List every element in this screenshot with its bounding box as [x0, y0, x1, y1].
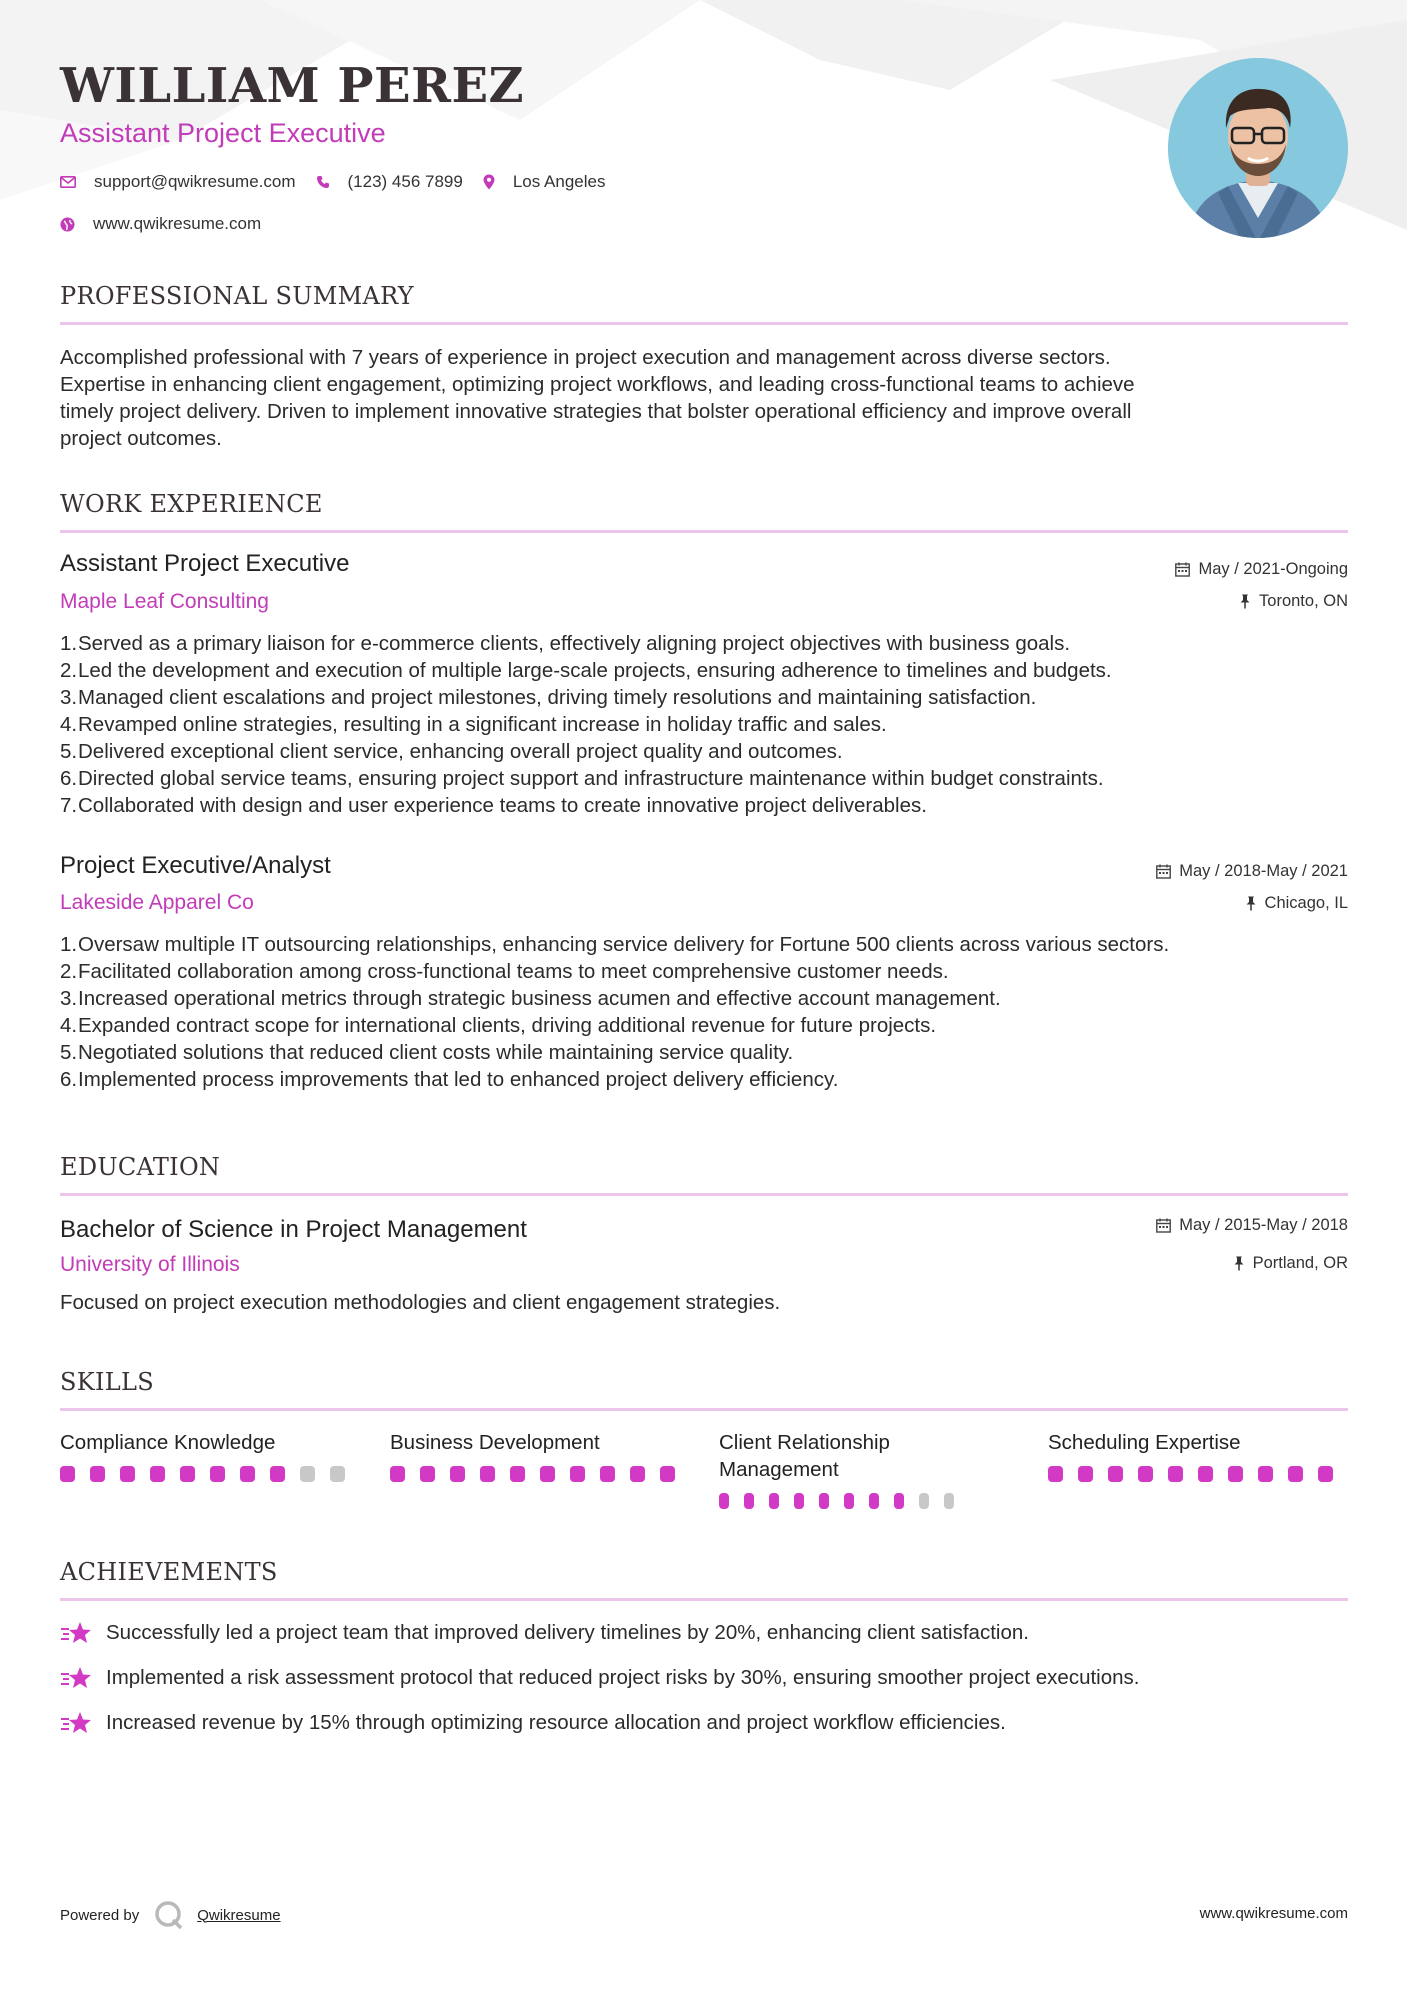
- powered-by-label: Powered by: [60, 1906, 140, 1924]
- achievement-text: Successfully led a project team that improved delivery timelines by 20%, enhancing client satisfaction.: [106, 1621, 1029, 1644]
- rating-dot-filled: [1078, 1466, 1093, 1482]
- list-item: 3. Increased operational metrics through strategic business acumen and effective account management.: [60, 987, 1001, 1010]
- job-title: Assistant Project Executive: [60, 550, 350, 577]
- rating-dot-filled: [150, 1466, 165, 1482]
- rating-dot-filled: [240, 1466, 255, 1482]
- summary-line: Accomplished professional with 7 years of experience in project execution and management across diverse sectors.: [60, 346, 1111, 369]
- skill-label: Business Development: [390, 1431, 600, 1454]
- summary-line: timely project delivery. Driven to implement innovative strategies that bolster operational efficiency and improve overall: [60, 400, 1132, 423]
- job-location: [1245, 894, 1348, 913]
- contact-phone[interactable]: [316, 172, 463, 192]
- phone-text: (123) 456 7899: [347, 172, 463, 191]
- rating-dot-filled: [210, 1466, 225, 1482]
- rating-dot-filled: [819, 1493, 829, 1509]
- rating-dot-filled: [1318, 1466, 1333, 1482]
- rating-dot-filled: [719, 1493, 729, 1509]
- rating-dot-filled: [1108, 1466, 1123, 1482]
- rating-dot-filled: [1168, 1466, 1183, 1482]
- candidate-title: Assistant Project Executive: [60, 118, 386, 148]
- rating-dot-filled: [180, 1466, 195, 1482]
- rating-dot-filled: [894, 1493, 904, 1509]
- job-dates: [1175, 560, 1348, 579]
- rating-dot-filled: [480, 1466, 495, 1482]
- rating-dot-empty: [944, 1493, 954, 1509]
- rating-dot-filled: [769, 1493, 779, 1509]
- skill-rating: [60, 1466, 360, 1482]
- location-text: Los Angeles: [512, 172, 606, 191]
- rating-dot-filled: [450, 1466, 465, 1482]
- candidate-name: WILLIAM PEREZ: [60, 58, 525, 114]
- rating-dot-empty: [919, 1493, 929, 1509]
- summary-line: Expertise in enhancing client engagement, optimizing project workflows, and leading cross-functional teams to achieve: [60, 373, 1135, 396]
- summary-line: project outcomes.: [60, 427, 222, 450]
- contact-email[interactable]: [60, 172, 296, 192]
- achievement-item: [60, 1665, 1139, 1691]
- section-heading-education: EDUCATION: [60, 1153, 1348, 1196]
- skill-item: [719, 1429, 969, 1509]
- list-item: 7. Collaborated with design and user experience teams to create innovative project deliverables.: [60, 794, 927, 817]
- rating-dot-filled: [1048, 1466, 1063, 1482]
- qwikresume-logo-icon: [153, 1900, 185, 1930]
- rating-dot-filled: [540, 1466, 555, 1482]
- list-item: 4. Revamped online strategies, resulting in a significant increase in holiday traffic and sales.: [60, 713, 887, 736]
- education-location: [1233, 1254, 1348, 1273]
- section-heading-skills: SKILLS: [60, 1368, 1348, 1411]
- degree-title: Bachelor of Science in Project Management: [60, 1216, 527, 1243]
- achievement-item: [60, 1710, 1006, 1736]
- section-heading-achievements: ACHIEVEMENTS: [60, 1558, 1348, 1601]
- summary-text: [60, 344, 1348, 452]
- education-dates: [1156, 1216, 1348, 1235]
- rating-dot-filled: [630, 1466, 645, 1482]
- rating-dot-filled: [794, 1493, 804, 1509]
- contact-row-website: [60, 214, 281, 234]
- company-name: Maple Leaf Consulting: [60, 590, 269, 613]
- section-heading-summary: PROFESSIONAL SUMMARY: [60, 282, 1348, 325]
- envelope-icon: [60, 176, 76, 188]
- skill-rating: [1048, 1466, 1348, 1482]
- list-item: 1. Oversaw multiple IT outsourcing relationships, enhancing service delivery for Fortune 500 clients across various sectors.: [60, 933, 1170, 956]
- job-bullets: [60, 630, 1348, 819]
- skill-item: [60, 1429, 360, 1482]
- list-item: 5. Negotiated solutions that reduced client costs while maintaining service quality.: [60, 1041, 794, 1064]
- rating-dot-filled: [270, 1466, 285, 1482]
- pushpin-icon: [1239, 594, 1251, 609]
- skill-label: Compliance Knowledge: [60, 1431, 276, 1454]
- rating-dot-filled: [600, 1466, 615, 1482]
- list-item: 2. Facilitated collaboration among cross-functional teams to meet comprehensive customer needs.: [60, 960, 949, 983]
- map-pin-icon: [483, 174, 495, 190]
- rating-dot-filled: [120, 1466, 135, 1482]
- rating-dot-filled: [570, 1466, 585, 1482]
- job-title: Project Executive/Analyst: [60, 852, 331, 879]
- rating-dot-filled: [390, 1466, 405, 1482]
- footer-website[interactable]: www.qwikresume.com: [1199, 1905, 1348, 1922]
- rating-dot-filled: [420, 1466, 435, 1482]
- profile-photo: [1168, 58, 1348, 238]
- job-dates-text: May / 2021-Ongoing: [1198, 560, 1348, 578]
- rating-dot-filled: [60, 1466, 75, 1482]
- rating-dot-empty: [300, 1466, 315, 1482]
- contact-row: [60, 172, 625, 192]
- rating-dot-filled: [1228, 1466, 1243, 1482]
- rating-dot-filled: [1258, 1466, 1273, 1482]
- list-item: 3. Managed client escalations and project milestones, driving timely resolutions and maintaining satisfaction.: [60, 686, 1037, 709]
- contact-location: [483, 172, 606, 192]
- pushpin-icon: [1245, 896, 1257, 911]
- calendar-icon: [1156, 1218, 1171, 1233]
- rating-dot-filled: [90, 1466, 105, 1482]
- list-item: 5. Delivered exceptional client service, enhancing overall project quality and outcomes.: [60, 740, 843, 763]
- rating-dot-filled: [1138, 1466, 1153, 1482]
- rating-dot-filled: [844, 1493, 854, 1509]
- calendar-icon: [1175, 562, 1190, 577]
- star-icon: [60, 1665, 92, 1691]
- footer-powered-by: [60, 1900, 281, 1930]
- list-item: 2. Led the development and execution of multiple large-scale projects, ensuring adherence to timelines and budgets.: [60, 659, 1112, 682]
- rating-dot-filled: [1288, 1466, 1303, 1482]
- education-dates-text: May / 2015-May / 2018: [1179, 1216, 1348, 1234]
- rating-dot-filled: [869, 1493, 879, 1509]
- star-icon: [60, 1710, 92, 1736]
- job-bullets: [60, 931, 1348, 1093]
- brand-link[interactable]: Qwikresume: [197, 1906, 281, 1924]
- school-name: University of Illinois: [60, 1253, 240, 1276]
- skill-label: Scheduling Expertise: [1048, 1431, 1241, 1454]
- company-name: Lakeside Apparel Co: [60, 891, 254, 914]
- job-location-text: Toronto, ON: [1259, 592, 1348, 610]
- achievement-text: Implemented a risk assessment protocol that reduced project risks by 30%, ensuring smoother project executions.: [106, 1666, 1140, 1689]
- contact-website[interactable]: [60, 214, 261, 234]
- achievement-item: [60, 1620, 1029, 1646]
- achievement-text: Increased revenue by 15% through optimizing resource allocation and project workflow efficiencies.: [106, 1711, 1006, 1734]
- website-text: www.qwikresume.com: [93, 214, 262, 233]
- rating-dot-filled: [1198, 1466, 1213, 1482]
- skill-rating: [719, 1493, 969, 1509]
- job-dates: [1156, 862, 1348, 881]
- star-icon: [60, 1620, 92, 1646]
- list-item: 1. Served as a primary liaison for e-commerce clients, effectively aligning project objectives with business goals.: [60, 632, 1071, 655]
- skill-item: [1048, 1429, 1348, 1482]
- list-item: 6. Directed global service teams, ensuring project support and infrastructure maintenance within budget constraints.: [60, 767, 1104, 790]
- list-item: 4. Expanded contract scope for international clients, driving additional revenue for future projects.: [60, 1014, 937, 1037]
- section-heading-experience: WORK EXPERIENCE: [60, 490, 1348, 533]
- calendar-icon: [1156, 864, 1171, 879]
- education-location-text: Portland, OR: [1252, 1254, 1348, 1272]
- rating-dot-filled: [744, 1493, 754, 1509]
- job-location: [1239, 592, 1348, 611]
- rating-dot-filled: [660, 1466, 675, 1482]
- job-location-text: Chicago, IL: [1264, 894, 1348, 912]
- skill-label: Client Relationship Management: [719, 1431, 890, 1481]
- skill-rating: [390, 1466, 690, 1482]
- rating-dot-filled: [510, 1466, 525, 1482]
- list-item: 6. Implemented process improvements that led to enhanced project delivery efficiency.: [60, 1068, 839, 1091]
- job-dates-text: May / 2018-May / 2021: [1179, 862, 1348, 880]
- rating-dot-empty: [330, 1466, 345, 1482]
- globe-icon: [60, 217, 75, 232]
- email-text: support@qwikresume.com: [94, 172, 296, 191]
- phone-icon: [316, 175, 330, 189]
- pushpin-icon: [1233, 1256, 1245, 1271]
- education-description: Focused on project execution methodologies and client engagement strategies.: [60, 1291, 781, 1314]
- skill-item: [390, 1429, 690, 1482]
